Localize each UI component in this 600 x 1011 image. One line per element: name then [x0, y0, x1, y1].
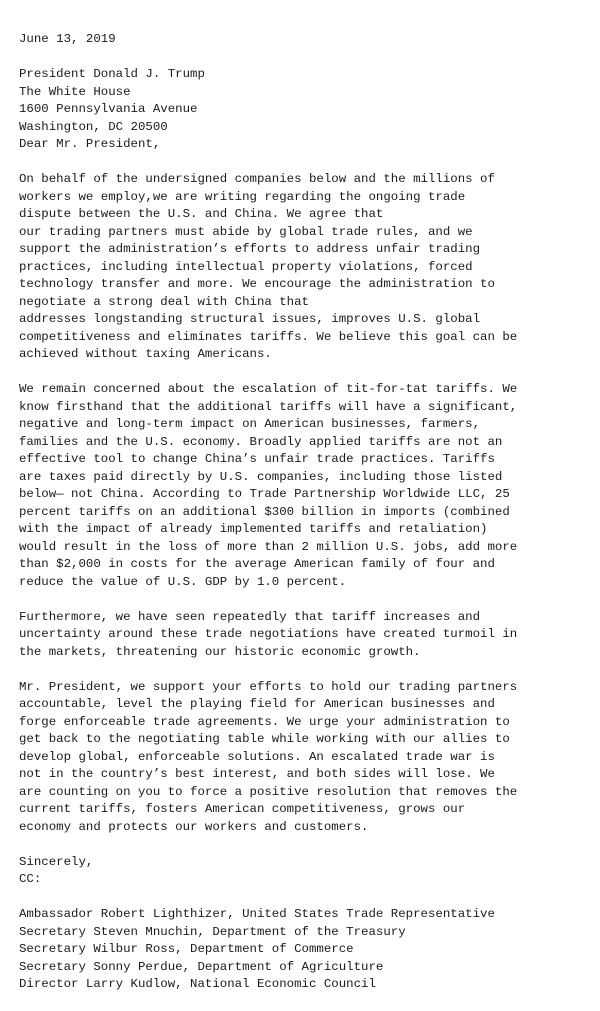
cc-recipient: Secretary Wilbur Ross, Department of Commerce [19, 942, 354, 956]
paragraph-1-line: our trading partners must abide by global trade rules, and we [19, 225, 473, 239]
paragraph-2-line: We remain concerned about the escalation of tit-for-tat tariffs. We [19, 382, 518, 396]
cc-recipient: Director Larry Kudlow, National Economic Council [19, 977, 376, 991]
salutation: Dear Mr. President, [19, 137, 161, 151]
paragraph-4-line: get back to the negotiating table while working with our allies to [19, 732, 510, 746]
paragraph-1-line: addresses longstanding structural issues, improves U.S. global [19, 312, 481, 326]
paragraph-1-line: technology transfer and more. We encourage the administration to [19, 277, 495, 291]
paragraph-1-line: support the administration’s efforts to address unfair trading [19, 242, 481, 256]
paragraph-2-line: effective tool to change China’s unfair trade practices. Tariffs [19, 452, 495, 466]
paragraph-4-line: are counting on you to force a positive resolution that removes the [19, 785, 518, 799]
cc-recipient: Ambassador Robert Lighthizer, United States Trade Representative [19, 907, 495, 921]
paragraph-1-line: negotiate a strong deal with China that [19, 295, 309, 309]
paragraph-3-line: uncertainty around these trade negotiations have created turmoil in [19, 627, 518, 641]
paragraph-4-line: accountable, level the playing field for American businesses and [19, 697, 495, 711]
paragraph-1-line: practices, including intellectual property violations, forced [19, 260, 473, 274]
paragraph-1-line: dispute between the U.S. and China. We agree that [19, 207, 384, 221]
paragraph-2-line: negative and long-term impact on American businesses, farmers, [19, 417, 481, 431]
paragraph-3-line: the markets, threatening our historic economic growth. [19, 645, 421, 659]
letter-date: June 13, 2019 [19, 32, 116, 46]
paragraph-4-line: economy and protects our workers and customers. [19, 820, 369, 834]
address-line: President Donald J. Trump [19, 67, 205, 81]
paragraph-1-line: On behalf of the undersigned companies below and the millions of [19, 172, 495, 186]
paragraph-2-line: percent tariffs on an additional $300 billion in imports (combined [19, 505, 510, 519]
address-line: Washington, DC 20500 [19, 120, 168, 134]
paragraph-2-line: than $2,000 in costs for the average American family of four and [19, 557, 495, 571]
address-line: The White House [19, 85, 131, 99]
cc-label: CC: [19, 872, 42, 886]
paragraph-2-line: know firsthand that the additional tariffs will have a significant, [19, 400, 518, 414]
paragraph-2-line: would result in the loss of more than 2 million U.S. jobs, add more [19, 540, 518, 554]
paragraph-4-line: current tariffs, fosters American competitiveness, grows our [19, 802, 466, 816]
paragraph-2-line: are taxes paid directly by U.S. companies, including those listed [19, 470, 503, 484]
cc-recipient: Secretary Steven Mnuchin, Department of the Treasury [19, 925, 406, 939]
paragraph-3-line: Furthermore, we have seen repeatedly that tariff increases and [19, 610, 481, 624]
paragraph-4-line: forge enforceable trade agreements. We urge your administration to [19, 715, 510, 729]
paragraph-1-line: competitiveness and eliminates tariffs. We believe this goal can be [19, 330, 518, 344]
paragraph-1-line: achieved without taxing Americans. [19, 347, 272, 361]
paragraph-4-line: not in the country’s best interest, and both sides will lose. We [19, 767, 495, 781]
paragraph-2-line: reduce the value of U.S. GDP by 1.0 percent. [19, 575, 347, 589]
paragraph-2-line: with the impact of already implemented tariffs and retaliation) [19, 522, 488, 536]
closing: Sincerely, [19, 855, 94, 869]
address-line: 1600 Pennsylvania Avenue [19, 102, 198, 116]
paragraph-4-line: develop global, enforceable solutions. An escalated trade war is [19, 750, 495, 764]
paragraph-2-line: below— not China. According to Trade Partnership Worldwide LLC, 25 [19, 487, 510, 501]
paragraph-2-line: families and the U.S. economy. Broadly applied tariffs are not an [19, 435, 503, 449]
paragraph-4-line: Mr. President, we support your efforts to hold our trading partners [19, 680, 518, 694]
cc-recipient: Secretary Sonny Perdue, Department of Agriculture [19, 960, 384, 974]
paragraph-1-line: workers we employ,we are writing regarding the ongoing trade [19, 190, 466, 204]
